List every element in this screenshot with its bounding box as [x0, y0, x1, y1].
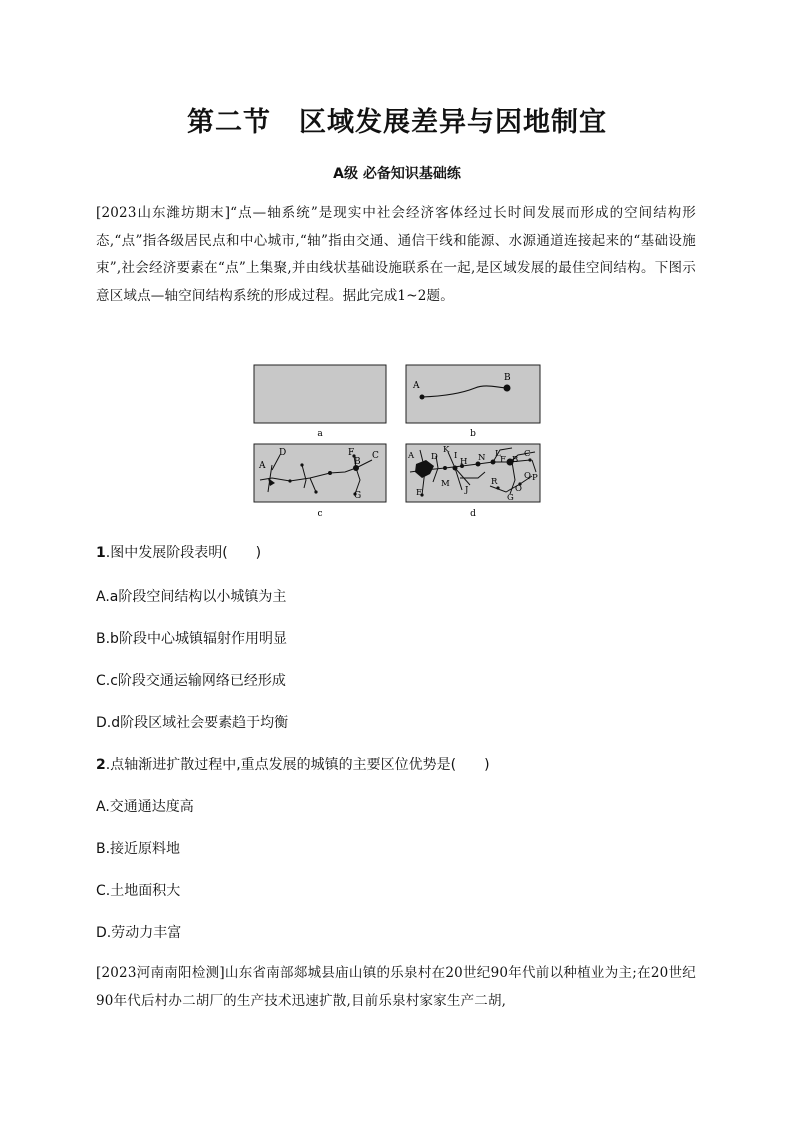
panel-c-label-a: A — [259, 461, 266, 471]
panel-d-town-1 — [443, 466, 447, 470]
panel-d-label-g: G — [507, 493, 514, 503]
panel-c-town-3 — [328, 471, 332, 475]
panel-d-label-b: B — [512, 455, 519, 465]
panel-d-label-f: F — [500, 455, 506, 465]
panel-b-point-b — [504, 385, 511, 392]
panel-c-label-b: B — [354, 457, 361, 467]
panel-d-label-d: D — [431, 452, 438, 462]
panel-d-label-q: Q — [524, 471, 531, 481]
panel-c-town-1 — [288, 479, 291, 482]
panel-d-label-r: R — [491, 477, 498, 487]
panel-b-caption: b — [470, 429, 476, 439]
panel-a-caption: a — [317, 429, 323, 439]
panel-c-caption: c — [317, 509, 323, 519]
panel-c-label-g: G — [354, 491, 362, 501]
panel-d-label-c: C — [524, 449, 531, 459]
panel-d-label-j: J — [465, 485, 469, 495]
panel-b-label-b: B — [504, 373, 511, 383]
panel-d-label-i: I — [454, 451, 458, 461]
panel-d-label-m: M — [441, 479, 450, 489]
panel-c-box — [254, 444, 386, 502]
panel-c-label-c: C — [372, 451, 379, 461]
panel-b-point-a — [420, 395, 425, 400]
panel-c-town-4 — [314, 490, 317, 493]
question-1-number: 1 — [96, 545, 106, 561]
panel-a — [254, 365, 386, 439]
panel-d-label-o: O — [515, 484, 522, 494]
panel-b — [406, 365, 540, 439]
panel-c-label-f: F — [348, 448, 355, 458]
question-1-option-a: A.a阶段空间结构以小城镇为主 — [96, 589, 287, 605]
point-axis-figure — [250, 360, 550, 522]
question-1-option-c: C.c阶段交通运输网络已经形成 — [96, 673, 286, 689]
panel-d-town-2 — [453, 466, 458, 471]
next-material-paragraph: [2023河南南阳检测]山东省南部郯城县庙山镇的乐泉村在20世纪90年代前以种植业为主;在20世纪90年代后村办二胡厂的生产技术迅速扩散,目前乐泉村家家生产二胡, — [96, 965, 696, 1009]
question-1-stem: .图中发展阶段表明( ) — [105, 545, 262, 561]
question-2-option-c: C.土地面积大 — [96, 883, 181, 899]
panel-d-town-h — [491, 460, 496, 465]
section-subtitle: A级 必备知识基础练 — [333, 166, 461, 182]
panel-d-label-p: P — [532, 473, 538, 483]
panel-d-label-n: N — [478, 453, 486, 463]
panel-c-town-2 — [300, 463, 303, 466]
question-2-option-d: D.劳动力丰富 — [96, 925, 182, 941]
question-2-stem: .点轴渐进扩散过程中,重点发展的城镇的主要区位优势是( ) — [105, 757, 490, 773]
question-1-option-b: B.b阶段中心城镇辐射作用明显 — [96, 631, 287, 647]
question-2-option-b: B.接近原料地 — [96, 841, 181, 857]
question-1-option-d: D.d阶段区域社会要素趋于均衡 — [96, 715, 289, 731]
panel-d-label-a: A — [408, 451, 415, 461]
intro-paragraph: [2023山东潍坊期末]“点—轴系统”是现实中社会经济客体经过长时间发展而形成的空间结构形态,“点”指各级居民点和中心城市,“轴”指由交通、通信干线和能源、水源通道连接起来的“基础设施束”,社会经济要素在“点”上集聚,并由线状基础设施联系在一起,是区域发展的最佳空间结构。下图示意区域点—轴空间结构系统的形成过程。据此完成1~2题。 — [96, 205, 696, 304]
panel-d — [406, 444, 540, 519]
question-1 — [96, 542, 261, 562]
panel-d-label-h: H — [460, 457, 468, 467]
page-title: 第二节 区域发展差异与因地制宜 — [187, 107, 607, 138]
panel-b-label-a: A — [413, 381, 420, 391]
panel-b-box — [406, 365, 540, 423]
panel-d-label-l: L — [495, 449, 501, 459]
panel-d-label-k: K — [443, 445, 450, 455]
panel-c — [254, 444, 386, 519]
question-2 — [96, 754, 490, 774]
panel-d-label-e: E — [416, 488, 423, 498]
question-2-number: 2 — [96, 757, 106, 773]
question-2-option-a: A.交通通达度高 — [96, 799, 194, 815]
panel-c-label-d: D — [279, 448, 287, 458]
panel-a-box — [254, 365, 386, 423]
panel-d-caption: d — [470, 509, 476, 519]
